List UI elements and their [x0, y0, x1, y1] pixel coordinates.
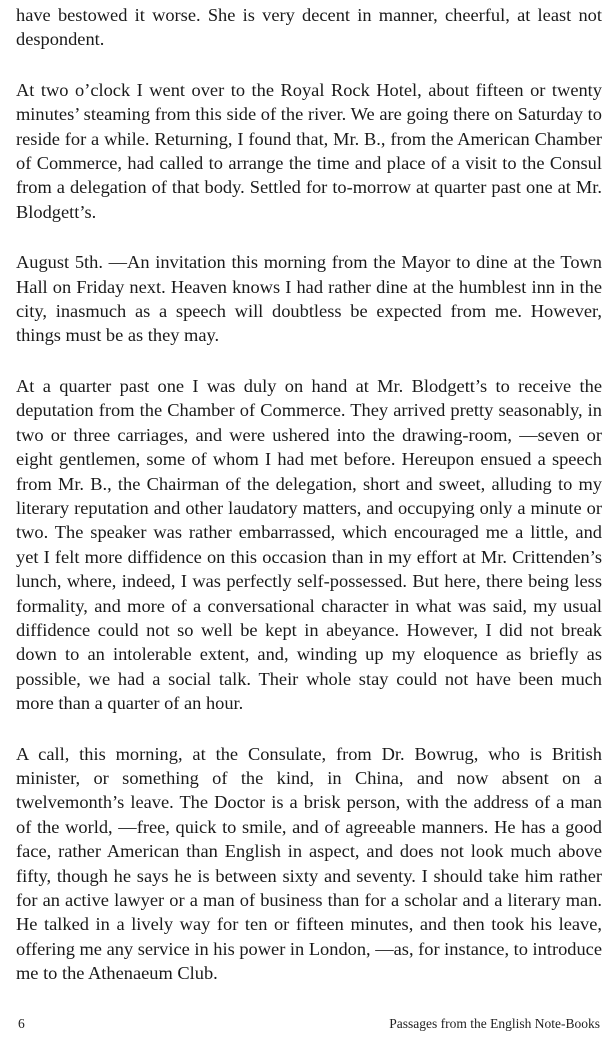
- paragraph-1: have bestowed it worse. She is very decent in manner, cheerful, at least not despondent.: [16, 5, 602, 50]
- paragraph-4: At a quarter past one I was duly on hand at Mr. Blodgett’s to receive the deputation from the Chamber of Commerce. They arrived pretty seasonably, in two or three carriages, and were ushered into the drawing-room, —seven or eight gentlemen, some of whom I had met before. Hereupon ensued a speech from Mr. B., the Chairman of the delegation, short and sweet, alluding to my literary reputation and other laudatory matters, and occupying only a minute or two. The speaker was rather embarrassed, which encouraged me a little, and yet I felt more diffidence on this occasion than in my effort at Mr. Crittenden’s lunch, where, indeed, I was perfectly self-possessed. But here, there being less formality, and more of a conversational character in what was said, my usual diffidence could not so well be kept in abeyance. However, I did not break down to an intolerable extent, and, winding up my eloquence as briefly as possible, we had a social talk. Their whole stay could not have been much more than a quarter of an hour.: [16, 375, 602, 714]
- page-footer: [18, 1016, 600, 1032]
- paragraph-3: August 5th. —An invitation this morning from the Mayor to dine at the Town Hall on Friday next. Heaven knows I had rather dine at the humblest inn in the city, inasmuch as a speech will doubtless be expected from me. However, things must be as they may.: [16, 252, 602, 346]
- running-title: Passages from the English Note-Books: [389, 1016, 600, 1031]
- paragraph-5: A call, this morning, at the Consulate, from Dr. Bowrug, who is British minister, or something of the kind, in China, and now absent on a twelvemonth’s leave. The Doctor is a brisk person, with the address of a man of the world, —free, quick to smile, and of agreeable manners. He has a good face, rather American than English in aspect, and does not look much above fifty, though he says he is between sixty and seventy. I should take him rather for an active lawyer or a man of business than for a scholar and a literary man. He talked in a lively way for ten or fifteen minutes, and then took his leave, offering me any service in his power in London, —as, for instance, to introduce me to the Athenaeum Club.: [16, 743, 602, 984]
- page-body: [16, 3, 602, 1012]
- page-number: 6: [18, 1016, 25, 1031]
- paragraph-2: At two o’clock I went over to the Royal Rock Hotel, about fifteen or twenty minutes’ steaming from this side of the river. We are going there on Saturday to reside for a while. Returning, I found that, Mr. B., from the American Chamber of Commerce, had called to arrange the time and place of a visit to the Consul from a delegation of that body. Settled for to-morrow at quarter past one at Mr. Blodgett’s.: [16, 79, 602, 222]
